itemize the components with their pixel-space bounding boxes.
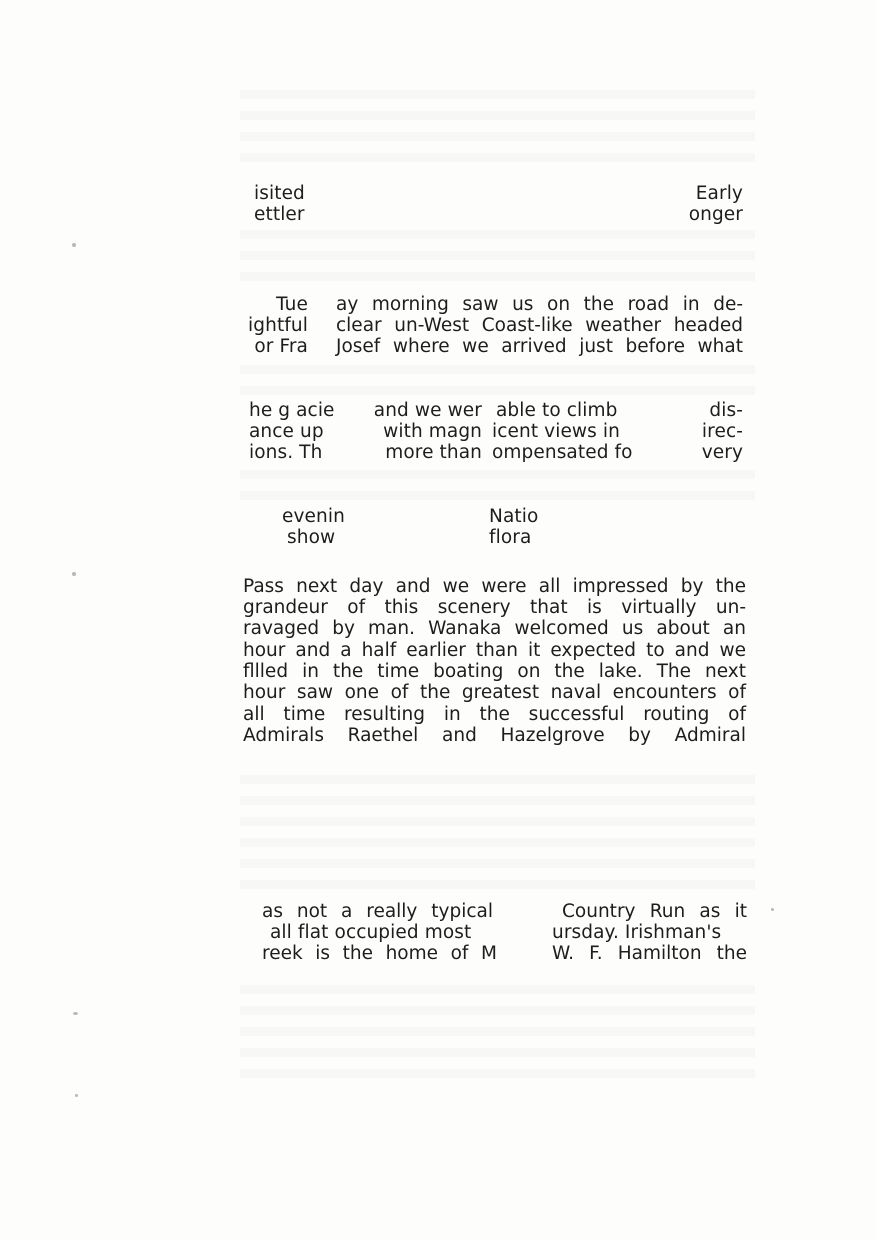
faded-text-area	[240, 985, 755, 1085]
text-line: Early	[695, 183, 743, 204]
faded-text-area	[240, 775, 755, 895]
text-line: ompensated fo	[492, 442, 633, 463]
faded-text-area	[240, 470, 755, 500]
text-line: ightful	[248, 315, 308, 336]
paragraph-line: Admirals Raethel and Hazelgrove by Admiral	[243, 725, 746, 746]
text-line: very	[701, 442, 743, 463]
paragraph-line: hour saw one of the greatest naval encounters of	[243, 682, 746, 703]
margin-speck	[73, 1012, 78, 1015]
text-line: Country Run as it	[562, 901, 747, 922]
text-line: W. F. Hamilton the	[552, 943, 747, 964]
text-line: more than	[385, 442, 482, 463]
text-line: dis-	[709, 400, 743, 421]
margin-speck	[72, 243, 76, 247]
text-line: onger	[688, 204, 743, 225]
faded-text-area	[240, 90, 755, 170]
text-line: icent views in	[492, 421, 620, 442]
text-line: he g acie	[249, 400, 335, 421]
text-line: flora	[489, 527, 532, 548]
text-line: all flat occupied most	[270, 922, 472, 943]
paragraph-line: fllled in the time boating on the lake. The next	[243, 661, 746, 682]
text-line: ions. Th	[249, 442, 323, 463]
margin-speck	[75, 1094, 78, 1097]
paragraph-line: all time resulting in the successful routing of	[243, 704, 746, 725]
text-line: ance up	[249, 421, 324, 442]
text-line: reek is the home of M	[262, 943, 497, 964]
text-line: ettler	[254, 204, 305, 225]
text-line: or Fra	[254, 336, 308, 357]
text-line: show	[287, 527, 336, 548]
paragraph-line: grandeur of this scenery that is virtually un-	[243, 597, 746, 618]
text-line: and we wer	[373, 400, 482, 421]
text-line: irec-	[701, 421, 743, 442]
text-line: as not a really typical	[262, 901, 493, 922]
text-line: with magn	[383, 421, 482, 442]
margin-speck	[771, 908, 774, 911]
text-line: ay morning saw us on the road in de-	[336, 294, 743, 315]
text-line: Josef where we arrived just before what	[336, 336, 743, 357]
margin-speck	[72, 572, 76, 576]
paragraph-line: Pass next day and we were all impressed by the	[243, 576, 746, 597]
text-line: able to climb	[496, 400, 618, 421]
text-line: isited	[254, 183, 305, 204]
faded-text-area	[240, 365, 755, 400]
text-line: Natio	[489, 506, 539, 527]
faded-text-area	[240, 230, 755, 290]
text-line: evenin	[282, 506, 345, 527]
paragraph-line: ravaged by man. Wanaka welcomed us about an	[243, 618, 746, 639]
text-line: ursday. Irishman's	[552, 922, 722, 943]
text-line: clear un-West Coast-like weather headed	[336, 315, 743, 336]
paragraph-line: hour and a half earlier than it expected to and we	[243, 640, 746, 661]
text-line: Tue	[276, 294, 308, 315]
